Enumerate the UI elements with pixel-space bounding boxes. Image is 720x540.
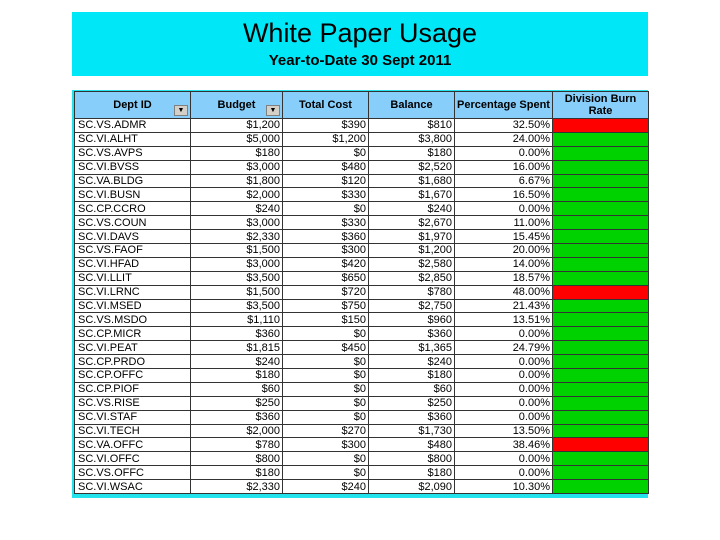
pct-spent-cell: 6.67% bbox=[455, 174, 553, 188]
burn-rate-indicator-green bbox=[553, 313, 649, 327]
table-row bbox=[75, 188, 649, 202]
total-cost-cell: $1,200 bbox=[283, 132, 369, 146]
dept-cell: SC.VI.HFAD bbox=[75, 257, 191, 271]
balance-cell: $2,090 bbox=[369, 480, 455, 494]
budget-cell: $60 bbox=[191, 382, 283, 396]
column-header-burn-rate: Division Burn Rate bbox=[553, 92, 649, 119]
dept-cell: SC.CP.OFFC bbox=[75, 369, 191, 383]
pct-spent-cell: 0.00% bbox=[455, 202, 553, 216]
chevron-down-icon: ▼ bbox=[177, 107, 185, 114]
column-header-dept bbox=[75, 92, 191, 119]
total-cost-cell: $270 bbox=[283, 424, 369, 438]
table-row bbox=[75, 424, 649, 438]
table-row bbox=[75, 160, 649, 174]
pct-spent-cell: 0.00% bbox=[455, 369, 553, 383]
dept-cell: SC.VI.OFFC bbox=[75, 452, 191, 466]
budget-cell: $3,000 bbox=[191, 216, 283, 230]
filter-dropdown-dept[interactable] bbox=[174, 105, 188, 116]
burn-rate-indicator-green bbox=[553, 466, 649, 480]
total-cost-cell: $0 bbox=[283, 202, 369, 216]
usage-table-frame bbox=[72, 90, 648, 498]
balance-cell: $180 bbox=[369, 146, 455, 160]
burn-rate-indicator-red bbox=[553, 285, 649, 299]
table-row bbox=[75, 146, 649, 160]
total-cost-cell: $0 bbox=[283, 452, 369, 466]
total-cost-cell: $150 bbox=[283, 313, 369, 327]
balance-cell: $480 bbox=[369, 438, 455, 452]
burn-rate-indicator-green bbox=[553, 327, 649, 341]
pct-spent-cell: 16.00% bbox=[455, 160, 553, 174]
burn-rate-indicator-green bbox=[553, 410, 649, 424]
balance-cell: $250 bbox=[369, 396, 455, 410]
balance-cell: $360 bbox=[369, 327, 455, 341]
total-cost-cell: $480 bbox=[283, 160, 369, 174]
pct-spent-cell: 0.00% bbox=[455, 410, 553, 424]
balance-cell: $1,200 bbox=[369, 244, 455, 258]
table-row bbox=[75, 327, 649, 341]
dept-cell: SC.CP.CCRO bbox=[75, 202, 191, 216]
total-cost-cell: $450 bbox=[283, 341, 369, 355]
burn-rate-indicator-green bbox=[553, 369, 649, 383]
burn-rate-indicator-green bbox=[553, 341, 649, 355]
title-banner bbox=[72, 12, 648, 76]
column-header-total-cost: Total Cost bbox=[283, 92, 369, 119]
balance-cell: $1,365 bbox=[369, 341, 455, 355]
burn-rate-indicator-green bbox=[553, 188, 649, 202]
burn-rate-indicator-red bbox=[553, 438, 649, 452]
budget-cell: $3,500 bbox=[191, 271, 283, 285]
pct-spent-cell: 24.79% bbox=[455, 341, 553, 355]
table-row bbox=[75, 313, 649, 327]
burn-rate-indicator-green bbox=[553, 202, 649, 216]
pct-spent-cell: 11.00% bbox=[455, 216, 553, 230]
table-row bbox=[75, 355, 649, 369]
balance-cell: $2,520 bbox=[369, 160, 455, 174]
table-row bbox=[75, 438, 649, 452]
table-row bbox=[75, 271, 649, 285]
budget-cell: $3,000 bbox=[191, 257, 283, 271]
dept-cell: SC.VS.OFFC bbox=[75, 466, 191, 480]
table-row bbox=[75, 202, 649, 216]
burn-rate-indicator-red bbox=[553, 119, 649, 133]
pct-spent-cell: 0.00% bbox=[455, 327, 553, 341]
dept-cell: SC.VA.BLDG bbox=[75, 174, 191, 188]
pct-spent-cell: 0.00% bbox=[455, 355, 553, 369]
pct-spent-cell: 0.00% bbox=[455, 146, 553, 160]
dept-cell: SC.VI.LRNC bbox=[75, 285, 191, 299]
table-row bbox=[75, 285, 649, 299]
balance-cell: $810 bbox=[369, 119, 455, 133]
balance-cell: $3,800 bbox=[369, 132, 455, 146]
pct-spent-cell: 32.50% bbox=[455, 119, 553, 133]
table-row bbox=[75, 174, 649, 188]
balance-cell: $800 bbox=[369, 452, 455, 466]
dept-cell: SC.VS.AVPS bbox=[75, 146, 191, 160]
total-cost-cell: $300 bbox=[283, 438, 369, 452]
burn-rate-indicator-green bbox=[553, 452, 649, 466]
table-header-row bbox=[75, 92, 649, 119]
dept-cell: SC.VI.WSAC bbox=[75, 480, 191, 494]
page-subtitle: Year-to-Date 30 Sept 2011 bbox=[268, 52, 452, 69]
burn-rate-indicator-green bbox=[553, 146, 649, 160]
dept-cell: SC.VS.RISE bbox=[75, 396, 191, 410]
budget-cell: $1,500 bbox=[191, 285, 283, 299]
budget-cell: $800 bbox=[191, 452, 283, 466]
chevron-down-icon: ▼ bbox=[269, 107, 277, 114]
budget-cell: $240 bbox=[191, 202, 283, 216]
burn-rate-indicator-green bbox=[553, 216, 649, 230]
balance-cell: $60 bbox=[369, 382, 455, 396]
balance-cell: $240 bbox=[369, 355, 455, 369]
dept-cell: SC.VI.BUSN bbox=[75, 188, 191, 202]
budget-cell: $360 bbox=[191, 410, 283, 424]
pct-spent-cell: 18.57% bbox=[455, 271, 553, 285]
total-cost-cell: $420 bbox=[283, 257, 369, 271]
table-row bbox=[75, 452, 649, 466]
burn-rate-indicator-green bbox=[553, 244, 649, 258]
dept-cell: SC.VI.DAVS bbox=[75, 230, 191, 244]
dept-cell: SC.VI.BVSS bbox=[75, 160, 191, 174]
pct-spent-cell: 0.00% bbox=[455, 382, 553, 396]
total-cost-cell: $240 bbox=[283, 480, 369, 494]
budget-cell: $240 bbox=[191, 355, 283, 369]
budget-cell: $1,200 bbox=[191, 119, 283, 133]
table-row bbox=[75, 216, 649, 230]
dept-cell: SC.VS.MSDO bbox=[75, 313, 191, 327]
budget-cell: $1,110 bbox=[191, 313, 283, 327]
dept-cell: SC.VI.STAF bbox=[75, 410, 191, 424]
burn-rate-indicator-green bbox=[553, 230, 649, 244]
total-cost-cell: $720 bbox=[283, 285, 369, 299]
page-title: White Paper Usage bbox=[242, 18, 478, 48]
filter-dropdown-budget[interactable] bbox=[266, 105, 280, 116]
total-cost-cell: $0 bbox=[283, 396, 369, 410]
pct-spent-cell: 13.51% bbox=[455, 313, 553, 327]
table-row bbox=[75, 299, 649, 313]
total-cost-cell: $120 bbox=[283, 174, 369, 188]
total-cost-cell: $750 bbox=[283, 299, 369, 313]
budget-cell: $180 bbox=[191, 146, 283, 160]
pct-spent-cell: 48.00% bbox=[455, 285, 553, 299]
dept-cell: SC.VI.ALHT bbox=[75, 132, 191, 146]
balance-cell: $1,970 bbox=[369, 230, 455, 244]
dept-cell: SC.VI.MSED bbox=[75, 299, 191, 313]
table-row bbox=[75, 132, 649, 146]
burn-rate-indicator-green bbox=[553, 299, 649, 313]
column-header-pct-spent: Percentage Spent bbox=[455, 92, 553, 119]
total-cost-cell: $0 bbox=[283, 466, 369, 480]
budget-cell: $360 bbox=[191, 327, 283, 341]
pct-spent-cell: 21.43% bbox=[455, 299, 553, 313]
table-row bbox=[75, 341, 649, 355]
table-row bbox=[75, 369, 649, 383]
pct-spent-cell: 0.00% bbox=[455, 466, 553, 480]
balance-cell: $1,730 bbox=[369, 424, 455, 438]
burn-rate-indicator-green bbox=[553, 382, 649, 396]
pct-spent-cell: 14.00% bbox=[455, 257, 553, 271]
dept-cell: SC.VS.FAOF bbox=[75, 244, 191, 258]
balance-cell: $180 bbox=[369, 369, 455, 383]
balance-cell: $780 bbox=[369, 285, 455, 299]
budget-cell: $2,330 bbox=[191, 230, 283, 244]
pct-spent-cell: 24.00% bbox=[455, 132, 553, 146]
column-header-budget bbox=[191, 92, 283, 119]
column-header-label: Dept ID bbox=[113, 99, 152, 111]
total-cost-cell: $650 bbox=[283, 271, 369, 285]
dept-cell: SC.CP.PRDO bbox=[75, 355, 191, 369]
dept-cell: SC.VI.LLIT bbox=[75, 271, 191, 285]
budget-cell: $1,815 bbox=[191, 341, 283, 355]
burn-rate-indicator-green bbox=[553, 271, 649, 285]
total-cost-cell: $0 bbox=[283, 146, 369, 160]
burn-rate-indicator-green bbox=[553, 257, 649, 271]
usage-table bbox=[74, 91, 649, 494]
burn-rate-indicator-green bbox=[553, 396, 649, 410]
budget-cell: $1,800 bbox=[191, 174, 283, 188]
burn-rate-indicator-green bbox=[553, 174, 649, 188]
table-row bbox=[75, 396, 649, 410]
balance-cell: $2,750 bbox=[369, 299, 455, 313]
table-row bbox=[75, 257, 649, 271]
total-cost-cell: $0 bbox=[283, 355, 369, 369]
burn-rate-indicator-green bbox=[553, 424, 649, 438]
column-header-balance: Balance bbox=[369, 92, 455, 119]
total-cost-cell: $0 bbox=[283, 410, 369, 424]
budget-cell: $3,000 bbox=[191, 160, 283, 174]
table-row bbox=[75, 382, 649, 396]
total-cost-cell: $330 bbox=[283, 216, 369, 230]
pct-spent-cell: 13.50% bbox=[455, 424, 553, 438]
burn-rate-indicator-green bbox=[553, 480, 649, 494]
total-cost-cell: $300 bbox=[283, 244, 369, 258]
pct-spent-cell: 0.00% bbox=[455, 452, 553, 466]
pct-spent-cell: 15.45% bbox=[455, 230, 553, 244]
table-row bbox=[75, 410, 649, 424]
total-cost-cell: $0 bbox=[283, 327, 369, 341]
budget-cell: $250 bbox=[191, 396, 283, 410]
table-row bbox=[75, 230, 649, 244]
balance-cell: $240 bbox=[369, 202, 455, 216]
budget-cell: $2,330 bbox=[191, 480, 283, 494]
budget-cell: $2,000 bbox=[191, 424, 283, 438]
table-row bbox=[75, 244, 649, 258]
dept-cell: SC.VA.OFFC bbox=[75, 438, 191, 452]
dept-cell: SC.VI.PEAT bbox=[75, 341, 191, 355]
balance-cell: $1,680 bbox=[369, 174, 455, 188]
total-cost-cell: $0 bbox=[283, 382, 369, 396]
budget-cell: $3,500 bbox=[191, 299, 283, 313]
total-cost-cell: $390 bbox=[283, 119, 369, 133]
dept-cell: SC.VS.ADMR bbox=[75, 119, 191, 133]
burn-rate-indicator-green bbox=[553, 355, 649, 369]
balance-cell: $2,670 bbox=[369, 216, 455, 230]
budget-cell: $180 bbox=[191, 369, 283, 383]
budget-cell: $2,000 bbox=[191, 188, 283, 202]
dept-cell: SC.VS.COUN bbox=[75, 216, 191, 230]
budget-cell: $1,500 bbox=[191, 244, 283, 258]
dept-cell: SC.CP.PIOF bbox=[75, 382, 191, 396]
column-header-label: Budget bbox=[217, 99, 256, 111]
table-row bbox=[75, 119, 649, 133]
balance-cell: $360 bbox=[369, 410, 455, 424]
table-row bbox=[75, 480, 649, 494]
burn-rate-indicator-green bbox=[553, 160, 649, 174]
balance-cell: $180 bbox=[369, 466, 455, 480]
pct-spent-cell: 0.00% bbox=[455, 396, 553, 410]
pct-spent-cell: 16.50% bbox=[455, 188, 553, 202]
pct-spent-cell: 10.30% bbox=[455, 480, 553, 494]
total-cost-cell: $330 bbox=[283, 188, 369, 202]
table-row bbox=[75, 466, 649, 480]
pct-spent-cell: 38.46% bbox=[455, 438, 553, 452]
dept-cell: SC.CP.MICR bbox=[75, 327, 191, 341]
budget-cell: $780 bbox=[191, 438, 283, 452]
balance-cell: $960 bbox=[369, 313, 455, 327]
burn-rate-indicator-green bbox=[553, 132, 649, 146]
pct-spent-cell: 20.00% bbox=[455, 244, 553, 258]
balance-cell: $1,670 bbox=[369, 188, 455, 202]
total-cost-cell: $360 bbox=[283, 230, 369, 244]
budget-cell: $5,000 bbox=[191, 132, 283, 146]
balance-cell: $2,850 bbox=[369, 271, 455, 285]
total-cost-cell: $0 bbox=[283, 369, 369, 383]
budget-cell: $180 bbox=[191, 466, 283, 480]
balance-cell: $2,580 bbox=[369, 257, 455, 271]
dept-cell: SC.VI.TECH bbox=[75, 424, 191, 438]
